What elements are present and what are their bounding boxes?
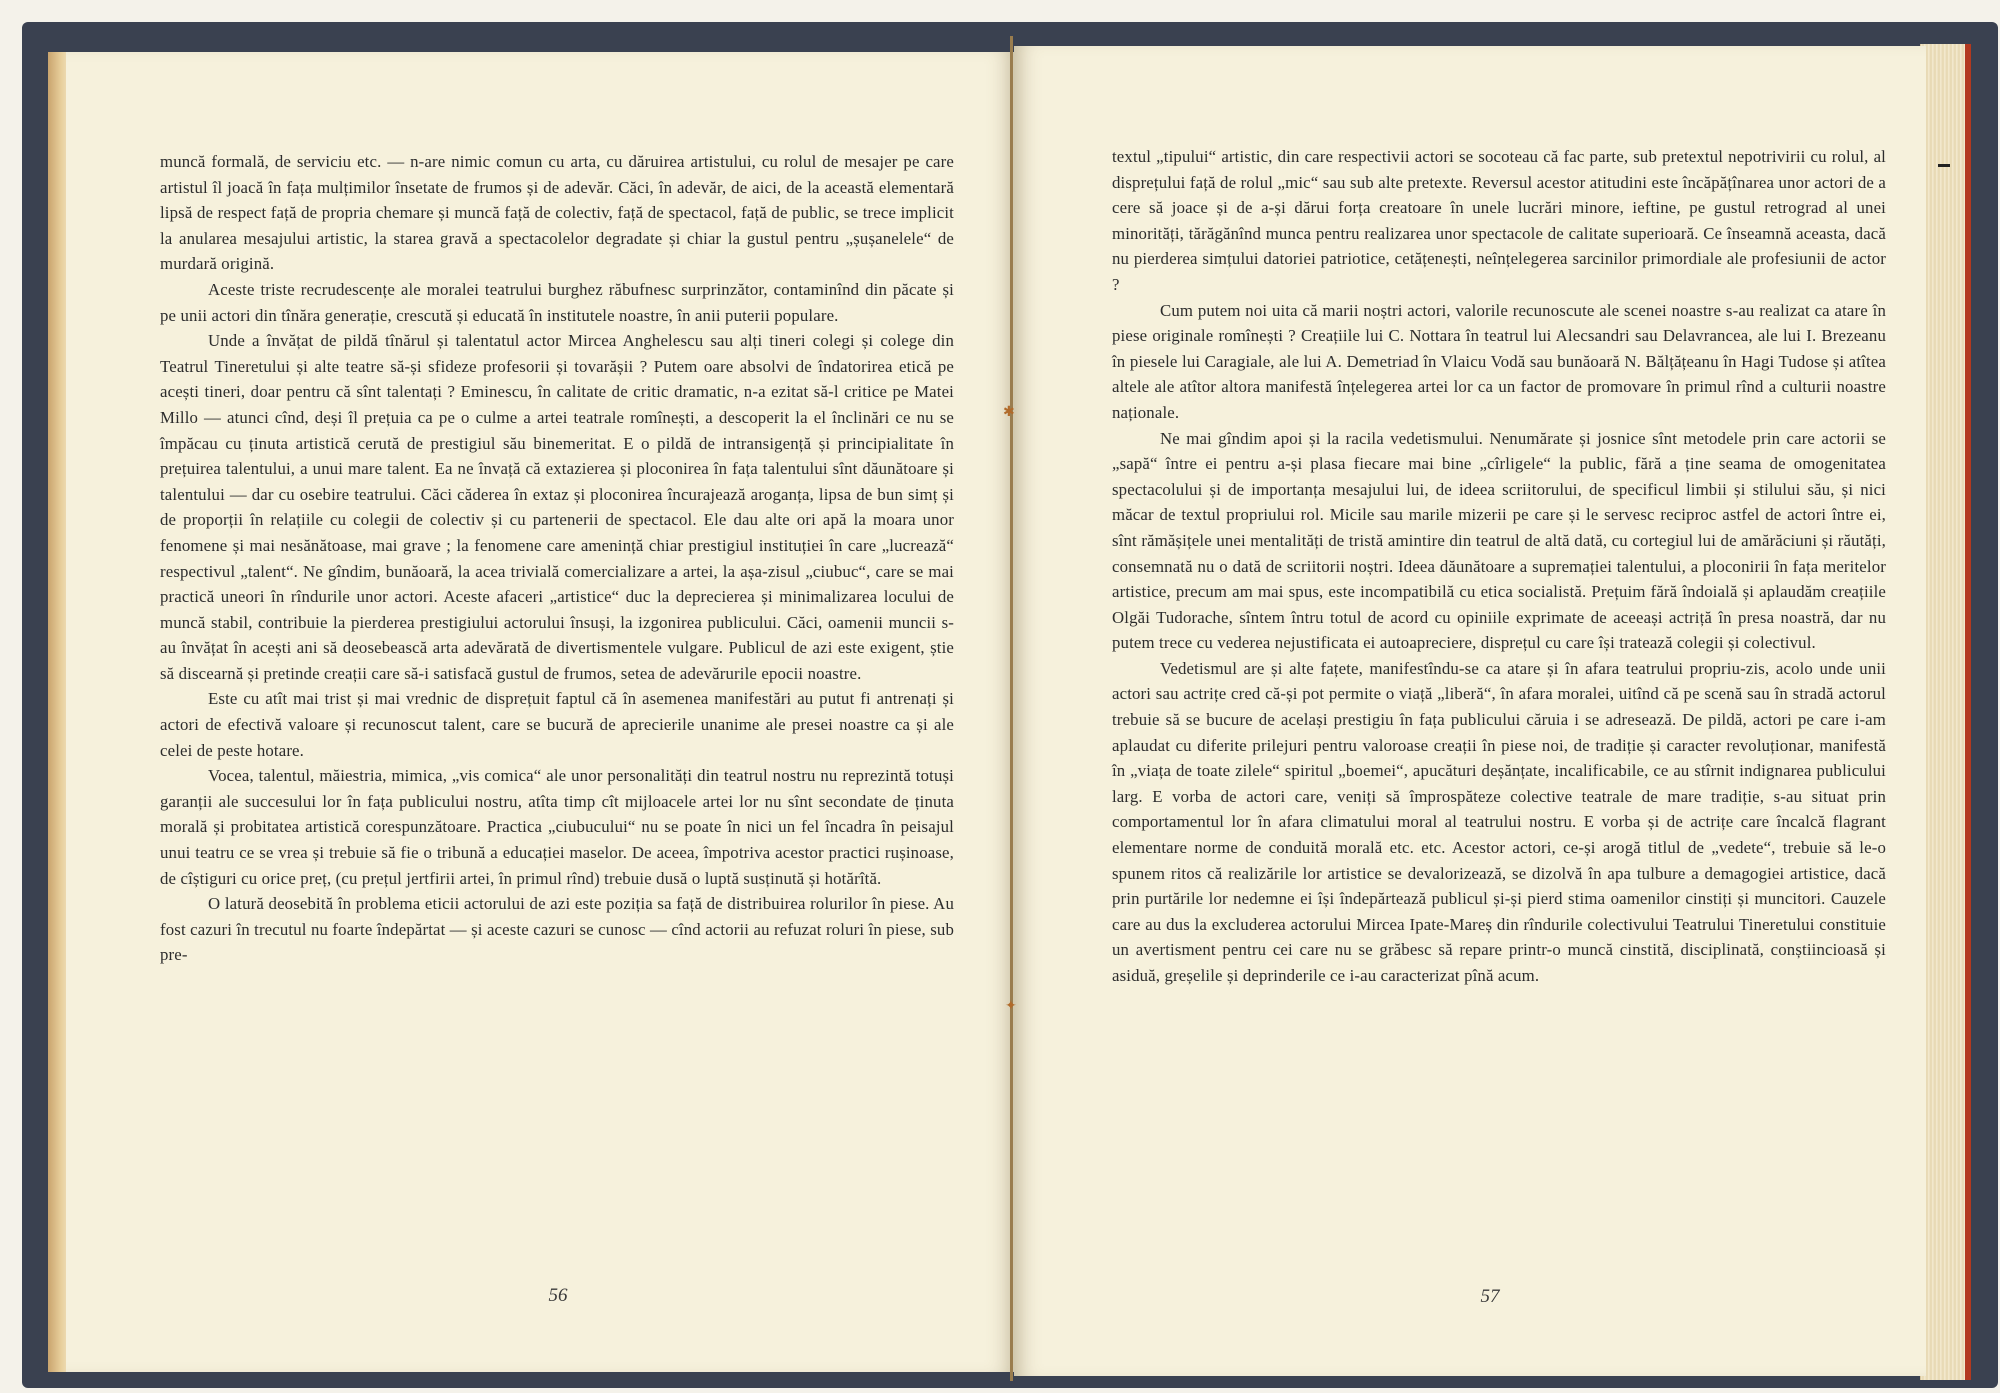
book-gutter — [1010, 36, 1013, 1381]
book-edge-band — [1965, 44, 1971, 1380]
paragraph: O latură deosebită în problema eticii actorului de azi este poziția sa față de distribuirea rolurilor în piese. Au fost cazuri în trecutul nu foarte îndepărtat — și aceste cazuri se cunosc — cînd actorii au refuzat roluri în piese, sub pre- — [160, 894, 954, 965]
paragraph: Vedetismul are și alte fațete, manifestîndu-se ca atare și în afara teatrului propriu-zis, acolo unde unii actori sau actrițe cred că-și pot permite o viață „liberă“, în afara moralei, uitînd că pe scenă sau în stradă actorul trebuie să se bucure de același prestigiu în fața publicului căruia i se adresează. De pildă, actori pe care i-am aplaudat cu diferite prilejuri pentru valoroase creații în piese noi, de tradiție și caracter revoluționar, manifestă în „viața de toate zilele“ spiritul „boemei“, apucături deșănțate, incalificabile, ce au stîrnit indignarea publicului larg. E vorba de actori care, veniți să împrospăteze colective teatrale de mare tradiție, s-au situat prin comportamentul lor în afara climatului moral al teatrului nostru. E vorba și de actrițe care încalcă flagrant elementare norme de conduită morală etc. etc. Acestor actori, ce-și arogă titlul de „vedete“, trebuie să le-o spunem ritos că realizările lor artistice se devalorizează, se dizolvă în apa tulbure a demagogiei artistice, dacă prin purtările lor nedemne ei își îndepărtează publicul și-și pierd stima oamenilor cinstiți și muncitori. Cauzele care au dus la excluderea actorului Mircea Ipate-Mareș din rîndurile colectivului Teatrului Tineretului constituie un avertisment pentru cei care nu se grăbesc să repare printr-o muncă cinstită, disciplinată, conștiincioasă și asiduă, greșelile și deprinderile ce i-au caracterizat pînă acum. — [1112, 658, 1886, 985]
left-page-text — [160, 149, 954, 968]
page-edges-right — [1920, 44, 1971, 1380]
left-page — [66, 52, 1014, 1372]
paragraph: Este cu atît mai trist și mai vrednic de disprețuit faptul că în asemenea manifestări au putut fi antrenați și actori de efectivă valoare și recunoscut talent, care se bucură de aprecierile unanime ale presei noastre ca și ale celei de peste hotare. — [160, 689, 954, 760]
binding-stitch-icon: ✱ — [1003, 405, 1015, 420]
paragraph: Aceste triste recrudescențe ale moralei teatrului burghez răbufnesc surprinzător, contaminînd din păcate și pe unii actori din tînăra generație, crescută și educată în institutele noastre, în anii puterii populare. — [160, 279, 954, 325]
page-number: 57 — [1480, 1286, 1500, 1307]
paragraph: Ne mai gîndim apoi și la racila vedetismului. Nenumărate și josnice sînt metodele prin care actorii se „sapă“ între ei pentru a-și plasa fiecare mai bine „cîrligele“ la public, fără a ține seama de omogenitatea spectacolului și de importanța mesajului lui, de ideea scriitorului, de specificul limbii și stilului său, și nici măcar de textul propriului rol. Micile sau marile mizerii pe care și le servesc reciproc astfel de actori între ei, sînt rămășițele unei mentalități de tristă amintire din teatrul de altă dată, cu cortegiul lui de amărăciuni și răutăți, consemnată nu o dată de scriitorii noștri. Ideea dăunătoare a supremației talentului, a ploconirii în fața meritelor artistice, precum am mai spus, este incompatibilă cu etica socialistă. Prețuim fără îndoială și aplaudăm creațiile Olgăi Tudorache, sîntem întru totul de acord cu opiniile exprimate de aceeași actriță în presa noastră, dar nu putem trece cu vederea nejustificata ei autoapreciere, disprețul cu care își tratează colegii și colectivul. — [1112, 428, 1886, 653]
edge-mark — [1938, 164, 1950, 167]
binding-stitch-icon: ✦ — [1005, 999, 1017, 1014]
paragraph: textul „tipului“ artistic, din care respectivii actori se socoteau că fac parte, sub pretextul nepotrivirii cu rolul, al disprețului față de rolul „mic“ sau sub alte pretexte. Reversul acestor atitudini este încăpățînarea unor actori de a cere să joace și de a-și dărui forța creatoare în unele lucrări minore, ieftine, pe gustul retrograd al unei minorități, tărăgănînd munca pentru realizarea unor spectacole de calitate superioară. Ce înseamnă aceasta, dacă nu pierderea simțului datoriei patriotice, cetățenești, neînțelegerea sarcinilor primordiale ale profesiunii de actor ? — [1112, 147, 1886, 294]
right-page — [1014, 46, 1926, 1376]
paragraph: Unde a învățat de pildă tînărul și talentatul actor Mircea Anghelescu sau alți tineri colegi și colege din Teatrul Tineretului și alte teatre să-și sfideze profesorii și tovarășii ? Putem oare absolvi de îndatorirea etică pe acești tineri, doar pentru că sînt talentați ? Eminescu, în calitate de critic dramatic, n-a ezitat să-l critice pe Matei Millo — atunci cînd, deși îl prețuia ca pe o culme a artei teatrale romînești, a descoperit la el înclinări ce nu se împăcau cu ținuta artistică cerută de prestigiul său binemeritat. E o pildă de intransigență și principialitate în prețuirea talentului, a unui mare talent. Ea ne învață că extazierea și ploconirea în fața talentului sînt dăunătoare și talentului — dar cu osebire teatrului. Căci căderea în extaz și ploconirea încurajează aroganța, lipsa de bun simț și de proporții în relațiile cu colegii de colectiv și cu partenerii de spectacol. Ele dau alte ori apă la moara unor fenomene și mai nesănătoase, mai grave ; la fenomene care amenință chiar prestigiul instituției în care „lucrează“ respectivul „talent“. Ne gîndim, bunăoară, la acea trivială comercializare a artei, la așa-zisul „ciubuc“, care se mai practică uneori în rîndurile unor actori. Aceste afaceri „artistice“ duc la deprecierea și minimalizarea locului de muncă stabil, contribuie la pierderea prestigiului actorului însuși, la izgonirea publicului. Căci, oamenii muncii s-au învățat în acești ani să deosebească arta adevărată de divertismentele vulgare. Publicul de azi este exigent, știe să discearnă și pretinde creații care să-i satisfacă gustul de frumos, setea de adevărurile epocii noastre. — [160, 331, 954, 683]
paragraph: muncă formală, de serviciu etc. — n-are nimic comun cu arta, cu dăruirea artistului, cu rolul de mesajer pe care artistul îl joacă în fața mulțimilor însetate de frumos și de adevăr. Căci, în adevăr, de aici, de la această elementară lipsă de respect față de propria chemare și muncă față de colectiv, față de spectacol, față de public, se trece implicit la anularea mesajului artistic, la starea gravă a spectacolelor degradate și chiar la gustul pentru „șușanelele“ de murdară origină. — [160, 152, 954, 274]
paragraph: Vocea, talentul, măiestria, mimica, „vis comica“ ale unor personalități din teatrul nostru nu reprezintă totuși garanții ale succesului lor în fața publicului nostru, atîta timp cît mijloacele artei lor nu sînt secondate de ținuta morală și probitatea artistică corespunzătoare. Practica „ciubucului“ nu se poate în nici un fel încadra în peisajul unui teatru ce se vrea și trebuie să fie o tribună a educației maselor. De aceea, împotriva acestor practici rușinoase, de cîștiguri cu orice preț, (cu prețul jertfirii artei, în primul rînd) trebuie dusă o luptă susținută și hotărîtă. — [160, 766, 954, 888]
paragraph: Cum putem noi uita că marii noștri actori, valorile recunoscute ale scenei noastre s-au realizat ca atare în piese originale romînești ? Creațiile lui C. Nottara în teatrul lui Alecsandri sau Delavrancea, ale lui I. Brezeanu în piesele lui Caragiale, ale lui A. Demetriad în Vlaicu Vodă sau bunăoară N. Bălțățeanu în Hagi Tudose și atîtea altele ale atîtor altora manifestă înțelegerea artei lor ca un factor de promovare în primul rînd a culturii noastre naționale. — [1112, 300, 1886, 422]
page-number: 56 — [548, 1285, 568, 1306]
right-page-text — [1112, 144, 1886, 989]
